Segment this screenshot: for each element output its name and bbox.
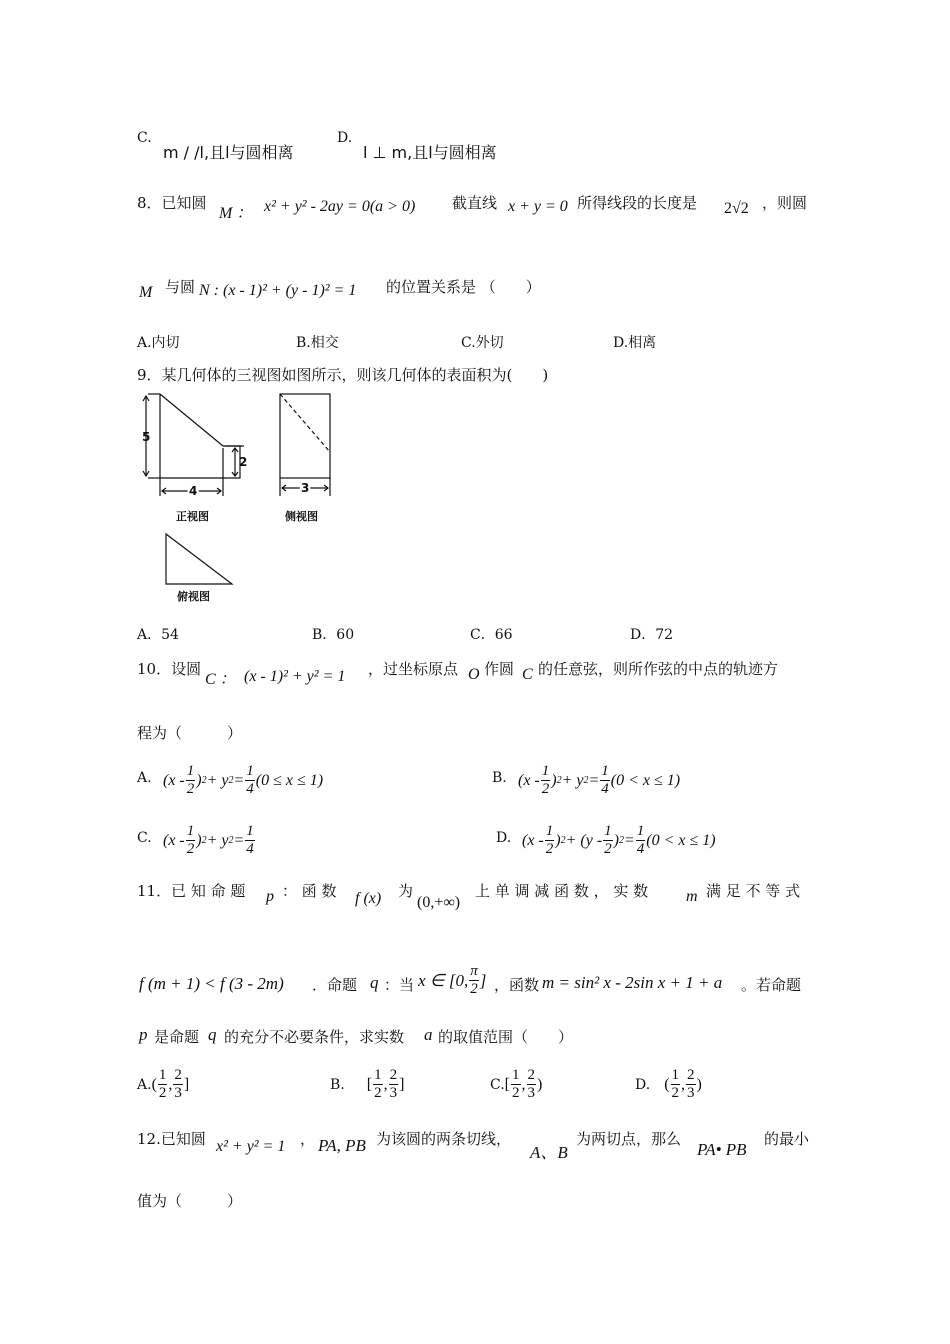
q12-prefix: 12.已知圆 [137,1130,206,1148]
q11-line3-c: 的取值范围（ ） [438,1028,574,1046]
q11-fx: f (x) [355,890,382,907]
q10-option-b-label: B. [492,770,507,786]
front-dim-5: 5 [142,430,151,444]
q11-line2-d: 。若命题 [741,976,802,994]
q12-tail: 的最小 [764,1130,810,1148]
q12-mid2: 为两切点，那么 [576,1130,682,1148]
top-view-label: 俯视图 [177,590,210,603]
front-view-label: 正视图 [176,510,209,523]
q8-line2-tail: 的位置关系是 （ ） [386,278,541,296]
q10-option-d-formula: (x - $\frac{1}{2}$ ) 2 + (y - $\frac{1}{2}$ ) 2 = $\frac{1}{4}$ (0 < x ≤ 1) [522,823,716,857]
q9-option-b: B．60 [312,627,355,643]
q11-option-b: B. [ $\frac{1}{2}$ , $\frac{2}{3}$ ] [330,1067,405,1101]
q10-circle-c: C ： [205,671,236,688]
q7-option-d-text: l ⊥ m,且l与圆相离 [363,143,497,162]
q11-line2-c: ，函数 [494,976,540,994]
q11-interval: (0,+∞) [417,894,461,911]
q7-option-d-label: D. [337,130,353,146]
q9-option-a: A．54 [137,627,179,643]
q8-option-c: C.外切 [461,335,504,351]
q11-function: m = sin² x - 2sin x + 1 + a [542,973,723,992]
q9-option-c: C．66 [470,627,513,643]
q8-length: 2√2 [724,200,749,217]
q8-tail: ，则圆 [762,194,808,212]
q11-m: m [686,888,698,905]
side-view-label: 侧视图 [285,510,318,523]
q8-line2-m: M [139,284,153,301]
q12-mid: 为该圆的两条切线， [376,1130,512,1148]
three-view-figure [130,388,350,608]
q8-line2-mid: 与圆 [165,278,196,296]
front-dim-2: 2 [239,455,248,469]
q11-range-pre: x ∈ [0, [418,970,469,990]
q11-line1-a: 11．已 知 命 题 [137,882,246,900]
q12-line2: 值为（ ） [137,1192,243,1210]
q11-q: q [370,973,379,992]
q10-option-a-cond: (0 ≤ x ≤ 1) [255,771,324,789]
q11-line1-e: 满 足 不 等 式 [706,882,801,900]
q11-line1-b: ： 函 数 [282,882,337,900]
q8-line-equation: x + y = 0 [508,198,568,215]
q7-option-c-text: m / /l,且l与圆相离 [163,143,294,162]
q8-mid-text-2: 所得线段的长度是 [577,194,698,212]
q11-line3-b: 的充分不必要条件，求实数 [224,1028,405,1046]
q11-option-c: C. [ $\frac{1}{2}$ , $\frac{2}{3}$ ) [490,1067,543,1101]
q11-range-post: ] [479,970,487,990]
q8-prefix: 8．已知圆 [137,194,207,212]
q10-circle-c2: C [522,666,533,683]
q8-option-b: B.相交 [296,335,339,351]
q8-circle-n: N : (x - 1)² + (y - 1)² = 1 [199,282,357,299]
q10-option-d-cond: (0 < x ≤ 1) [646,831,716,849]
q10-mid: ，过坐标原点 [368,660,459,678]
q10-option-a-label: A. [137,770,152,786]
q10-option-d-label: D. [496,830,512,846]
q10-option-c-formula: (x - $\frac{1}{2}$ ) 2 + y 2 = $\frac{1}{4}$ [163,823,254,857]
front-dim-4: 4 [189,484,198,498]
q11-line2-b: ：当 [384,976,415,994]
q11-option-d: D. ( $\frac{1}{2}$ , $\frac{2}{3}$ ) [635,1067,702,1101]
q11-inequality: f (m + 1) < f (3 - 2m) [139,974,284,993]
q11-line2-a: ．命题 [312,976,358,994]
q8-circle-m: M ： [219,205,253,222]
q11-p: p [266,888,274,905]
q10-option-b-formula: (x - $\frac{1}{2}$ ) 2 + y 2 = $\frac{1}{4}$ (0 < x ≤ 1) [518,763,681,797]
q12-sep: ， [300,1130,316,1148]
q10-option-b-cond: (0 < x ≤ 1) [610,771,681,789]
q10-prefix: 10．设圆 [137,660,202,678]
q11-line3-p: p [139,1025,148,1044]
q11-line3-a-var: a [424,1025,433,1044]
q7-option-c-label: C. [137,130,152,146]
q8-mid-text: 截直线 [452,194,498,212]
side-dim-3: 3 [301,481,310,495]
q8-option-d: D.相离 [613,335,657,351]
q11-range [418,964,486,997]
q9-option-d: D．72 [630,627,674,643]
q10-tail: 的任意弦，则所作弦的中点的轨迹方 [538,660,779,678]
q11-line3-a: 是命题 [154,1028,200,1046]
q10-equation: (x - 1)² + y² = 1 [244,668,346,685]
q11-line3-q: q [208,1025,217,1044]
q11-line1-c: 为 [398,882,414,900]
top-view [166,534,232,584]
q12-points: A、B [530,1143,568,1162]
front-view [143,394,244,496]
q8-option-a: A.内切 [137,335,180,351]
q10-line2: 程为（ ） [137,724,243,742]
q8-equation-m: x² + y² - 2ay = 0(a > 0) [264,198,416,215]
q10-option-c-label: C. [137,830,152,846]
q9-stem: 9．某几何体的三视图如图所示，则该几何体的表面积为( ) [137,366,549,384]
q12-dot-product: PA• PB [697,1140,747,1159]
q12-equation: x² + y² = 1 [216,1138,286,1155]
q10-option-a-formula: (x - $\frac{1}{2}$ ) 2 + y 2 = $\frac{1}{4}$ (0 ≤ x ≤ 1) [163,763,324,797]
q12-tangents: PA, PB [318,1136,366,1155]
q11-range-num: π [470,963,478,979]
q10-origin: O [468,666,480,683]
q11-line1-d: 上 单 调 减 函 数 ， 实 数 [475,882,649,900]
q11-option-a: A. ( $\frac{1}{2}$ , $\frac{2}{3}$ ] [137,1067,190,1101]
q11-range-den: 2 [470,981,478,997]
q10-mid2: 作圆 [484,660,515,678]
